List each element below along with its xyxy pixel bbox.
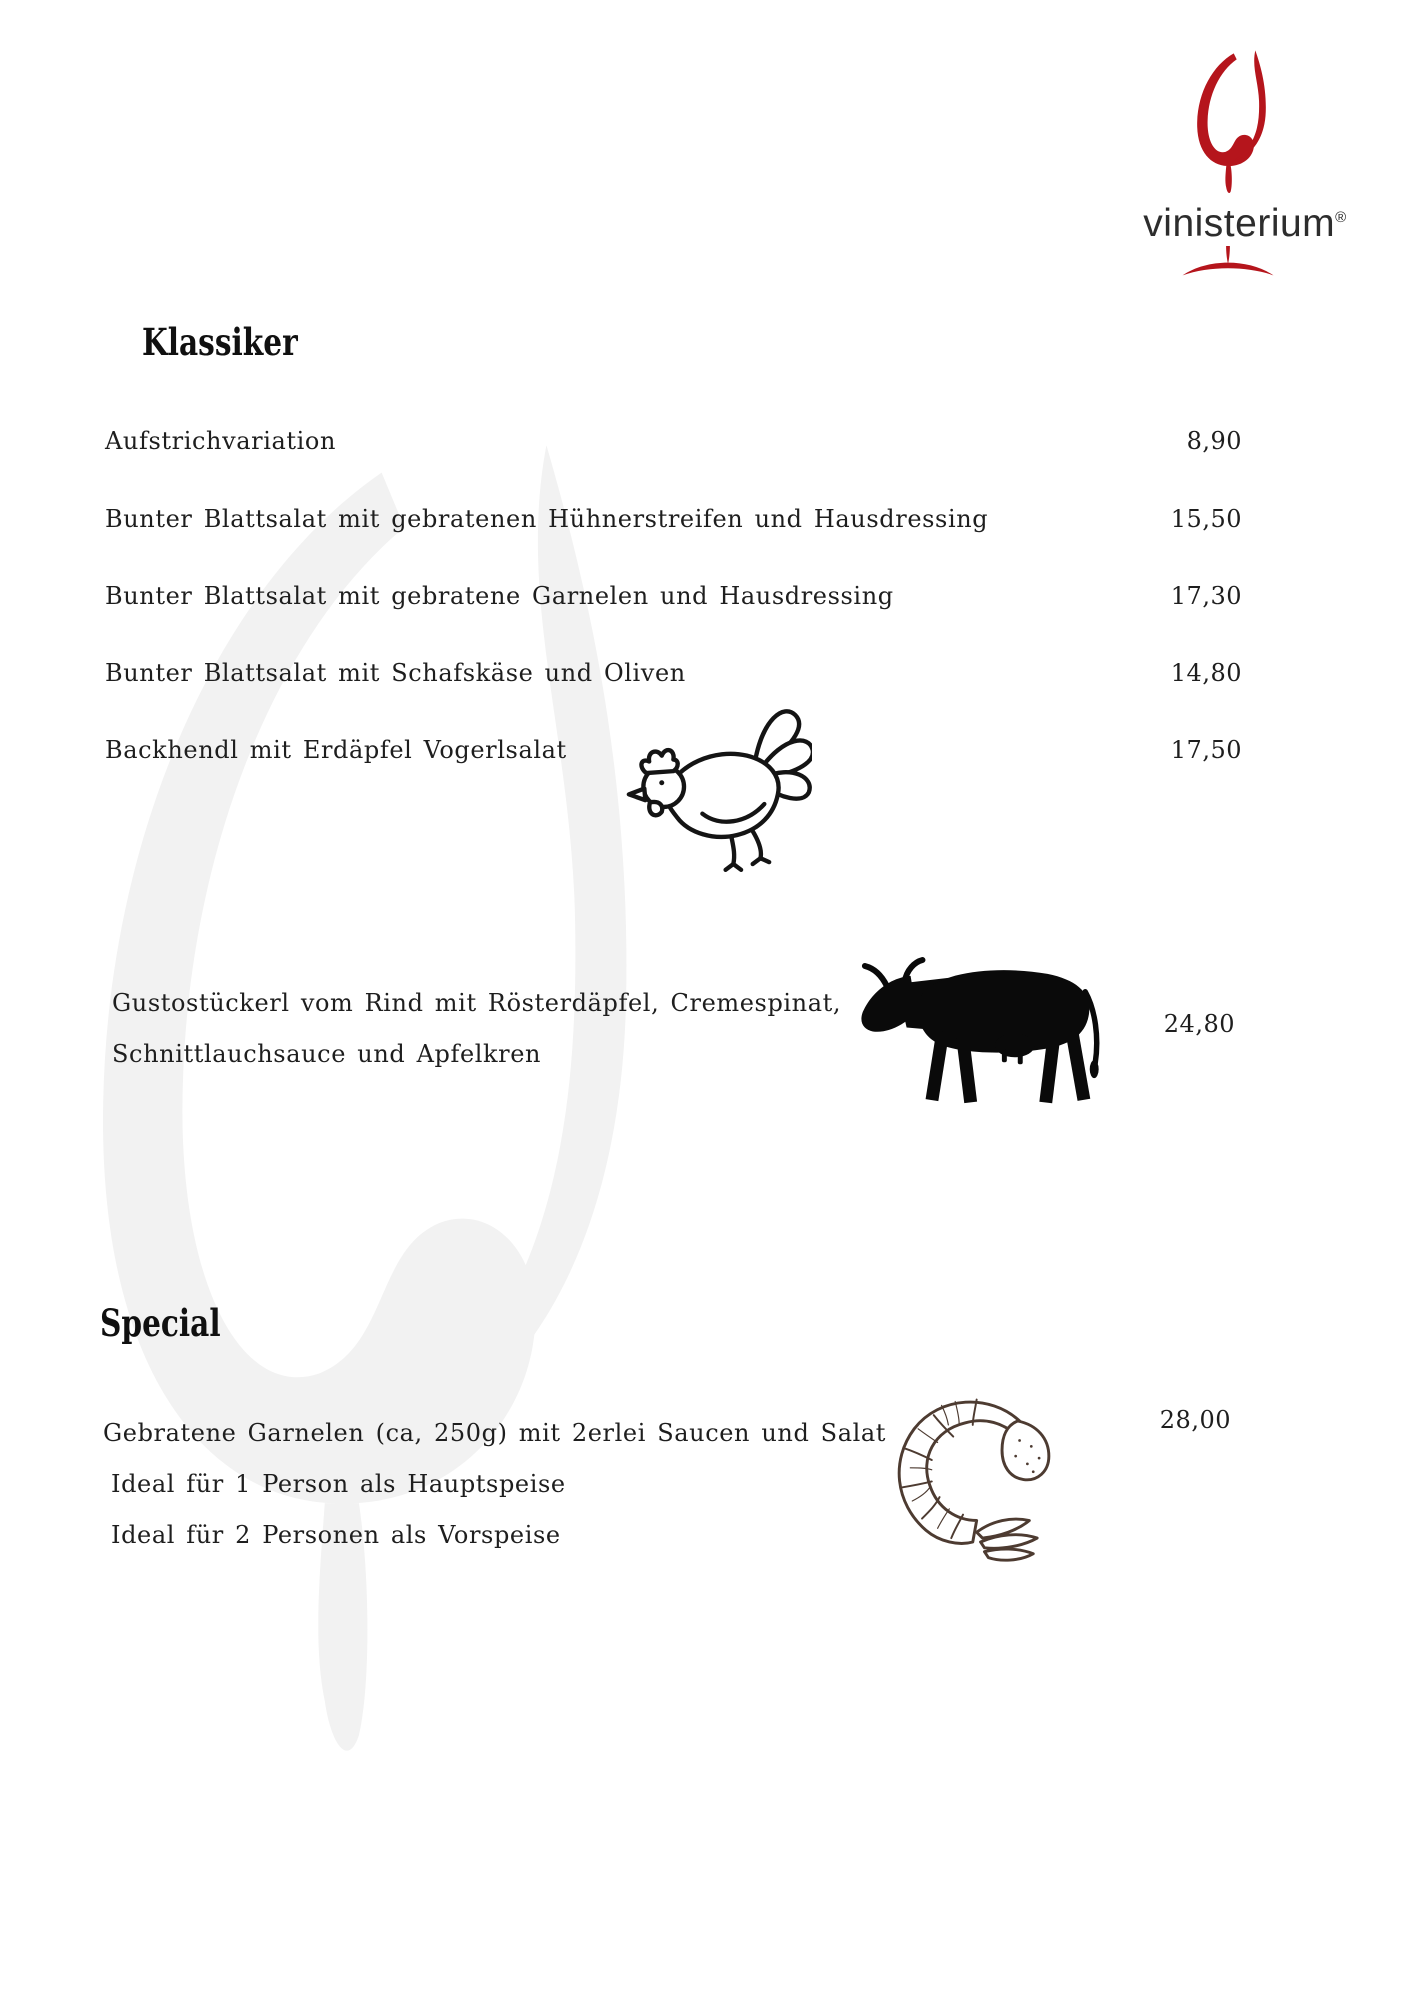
section-title-klassiker: Klassiker [142, 320, 298, 364]
menu-item-price: 24,80 [1163, 1010, 1235, 1038]
menu-item-name-line1: Gustostückerl vom Rind mit Rösterdäpfel, Cremespinat, [112, 989, 842, 1017]
menu-item-name: Bunter Blattsalat mit Schafskäse und Oliven [105, 659, 686, 687]
menu-item-row [105, 425, 1242, 457]
section-title-special: Special [100, 1301, 221, 1345]
menu-item-name-line2: Schnittlauchsauce und Apfelkren [112, 1040, 542, 1068]
wine-glass-logo-icon [1186, 46, 1268, 198]
shrimp-illustration [883, 1384, 1083, 1578]
menu-item-name: Bunter Blattsalat mit gebratenen Hühnerstreifen und Hausdressing [105, 505, 989, 533]
wine-glass-foot-icon [1180, 246, 1276, 282]
menu-item-price: 8,90 [1186, 427, 1242, 455]
chicken-illustration [616, 686, 812, 894]
wine-glass-watermark [18, 418, 643, 1783]
menu-item-name: Bunter Blattsalat mit gebratene Garnelen und Hausdressing [105, 582, 894, 610]
menu-item-note-2: Ideal für 2 Personen als Vorspeise [111, 1521, 561, 1549]
menu-item-price: 14,80 [1170, 659, 1242, 687]
menu-item-name: Aufstrichvariation [105, 427, 337, 455]
menu-item-name: Backhendl mit Erdäpfel Vogerlsalat [105, 736, 567, 764]
menu-item-price: 28,00 [1159, 1406, 1231, 1434]
menu-item-name [103, 1408, 886, 1561]
menu-item-price: 17,30 [1170, 582, 1242, 610]
brand-wordmark [1120, 200, 1370, 248]
menu-item-price: 17,50 [1170, 736, 1242, 764]
menu-item-name-line1: Gebratene Garnelen (ca, 250g) mit 2erlei Saucen und Salat [103, 1419, 887, 1447]
menu-item-name [112, 978, 841, 1080]
menu-item-row [105, 580, 1242, 612]
menu-item-note-1: Ideal für 1 Person als Hauptspeise [111, 1470, 566, 1498]
menu-item-price: 15,50 [1170, 505, 1242, 533]
brand-logo [1120, 46, 1380, 286]
brand-wordmark-text: vinisterium [1143, 202, 1336, 245]
menu-item-row [105, 657, 1242, 689]
menu-item-row [105, 503, 1242, 535]
registered-trademark-symbol: ® [1335, 209, 1347, 226]
cow-illustration [853, 946, 1121, 1110]
